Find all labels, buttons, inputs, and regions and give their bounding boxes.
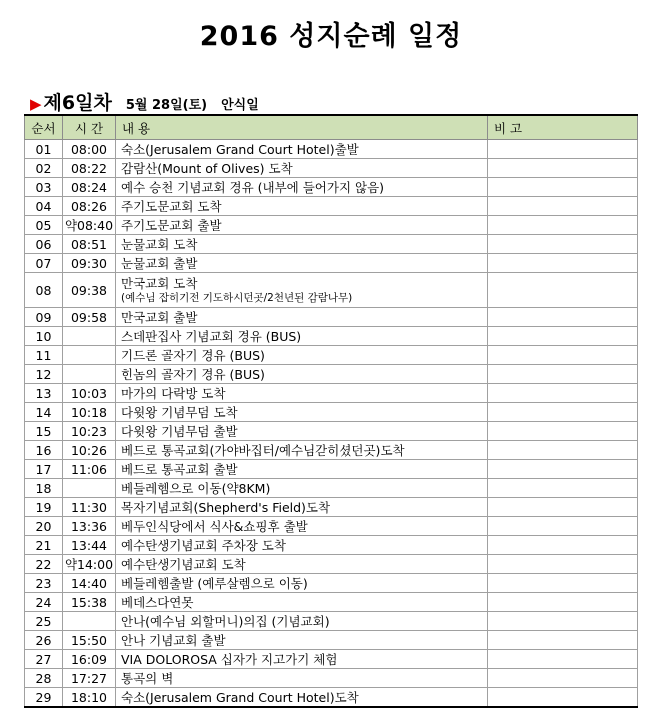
row-note	[488, 159, 638, 178]
row-order: 01	[25, 140, 63, 159]
table-row	[25, 159, 638, 178]
row-time: 09:58	[63, 308, 116, 327]
table-row	[25, 384, 638, 403]
row-content: 베데스다연못	[116, 593, 488, 612]
table-row	[25, 650, 638, 669]
row-content: 베두인식당에서 식사&쇼핑후 출발	[116, 517, 488, 536]
row-note	[488, 593, 638, 612]
page-title: 2016 성지순례 일정	[199, 21, 463, 52]
row-content: 안나(예수님 외할머니)의집 (기념교회)	[116, 612, 488, 631]
table-row	[25, 273, 638, 308]
row-content: 베드로 통곡교회 출발	[116, 460, 488, 479]
row-order: 21	[25, 536, 63, 555]
row-order: 23	[25, 574, 63, 593]
row-note	[488, 365, 638, 384]
row-note	[488, 441, 638, 460]
row-order: 04	[25, 197, 63, 216]
row-time: 09:38	[63, 273, 116, 308]
row-content: 예수 승천 기념교회 경유 (내부에 들어가지 않음)	[116, 178, 488, 197]
row-note	[488, 216, 638, 235]
row-time: 약08:40	[63, 216, 116, 235]
table-row	[25, 254, 638, 273]
row-time: 15:38	[63, 593, 116, 612]
row-content	[116, 273, 488, 308]
row-order: 03	[25, 178, 63, 197]
header-time: 시 간	[63, 115, 116, 140]
row-note	[488, 498, 638, 517]
row-time	[63, 365, 116, 384]
row-note	[488, 327, 638, 346]
row-time: 08:51	[63, 235, 116, 254]
table-row	[25, 555, 638, 574]
row-time: 15:50	[63, 631, 116, 650]
row-content: 다윗왕 기념무덤 출발	[116, 422, 488, 441]
row-time	[63, 327, 116, 346]
row-time: 17:27	[63, 669, 116, 688]
row-order: 28	[25, 669, 63, 688]
row-content: 베들레헴으로 이동(약8KM)	[116, 479, 488, 498]
row-time: 08:26	[63, 197, 116, 216]
row-note	[488, 235, 638, 254]
row-time: 08:22	[63, 159, 116, 178]
day-header	[30, 88, 259, 114]
row-time	[63, 479, 116, 498]
row-note	[488, 460, 638, 479]
row-content: 힌놈의 골자기 경유 (BUS)	[116, 365, 488, 384]
row-note	[488, 273, 638, 308]
row-content: 눈물교회 도착	[116, 235, 488, 254]
day-label: 제6일차	[43, 92, 112, 114]
row-note	[488, 631, 638, 650]
row-note	[488, 536, 638, 555]
table-row	[25, 612, 638, 631]
row-note	[488, 403, 638, 422]
row-time: 09:30	[63, 254, 116, 273]
row-order: 06	[25, 235, 63, 254]
row-content: 다윗왕 기념무덤 도착	[116, 403, 488, 422]
table-row	[25, 403, 638, 422]
row-content: 만국교회 출발	[116, 308, 488, 327]
row-content: 주기도문교회 출발	[116, 216, 488, 235]
row-time: 11:30	[63, 498, 116, 517]
row-time: 10:18	[63, 403, 116, 422]
row-note	[488, 422, 638, 441]
row-note	[488, 254, 638, 273]
row-order: 16	[25, 441, 63, 460]
row-order: 02	[25, 159, 63, 178]
row-order: 24	[25, 593, 63, 612]
row-time	[63, 612, 116, 631]
triangle-marker-icon: ▶	[30, 95, 42, 113]
table-row	[25, 517, 638, 536]
row-content: VIA DOLOROSA 십자가 지고가기 체험	[116, 650, 488, 669]
row-content-main: 만국교회 도착	[121, 275, 198, 291]
row-time: 약14:00	[63, 555, 116, 574]
row-content: 숙소(Jerusalem Grand Court Hotel)도착	[116, 688, 488, 708]
row-note	[488, 688, 638, 708]
row-content: 기드론 골자기 경유 (BUS)	[116, 346, 488, 365]
table-row	[25, 536, 638, 555]
row-note	[488, 197, 638, 216]
row-time	[63, 346, 116, 365]
header-note: 비 고	[488, 115, 638, 140]
row-content: 목자기념교회(Shepherd's Field)도착	[116, 498, 488, 517]
table-row	[25, 460, 638, 479]
row-time: 13:44	[63, 536, 116, 555]
row-order: 22	[25, 555, 63, 574]
row-time: 11:06	[63, 460, 116, 479]
row-order: 08	[25, 273, 63, 308]
row-order: 07	[25, 254, 63, 273]
row-time: 13:36	[63, 517, 116, 536]
row-order: 27	[25, 650, 63, 669]
row-order: 15	[25, 422, 63, 441]
row-order: 12	[25, 365, 63, 384]
row-order: 26	[25, 631, 63, 650]
row-order: 17	[25, 460, 63, 479]
row-order: 14	[25, 403, 63, 422]
row-order: 09	[25, 308, 63, 327]
row-content: 통곡의 벽	[116, 669, 488, 688]
row-note	[488, 479, 638, 498]
row-order: 18	[25, 479, 63, 498]
table-header-row	[25, 115, 638, 140]
row-order: 10	[25, 327, 63, 346]
row-note	[488, 384, 638, 403]
day-date: 5월 28일(토)	[125, 98, 208, 113]
table-row	[25, 197, 638, 216]
row-note	[488, 140, 638, 159]
row-order: 25	[25, 612, 63, 631]
row-note	[488, 612, 638, 631]
table-row	[25, 574, 638, 593]
table-row	[25, 498, 638, 517]
row-content: 스데판집사 기념교회 경유 (BUS)	[116, 327, 488, 346]
table-row	[25, 593, 638, 612]
row-note	[488, 308, 638, 327]
row-content: 숙소(Jerusalem Grand Court Hotel)출발	[116, 140, 488, 159]
row-order: 20	[25, 517, 63, 536]
row-time: 08:00	[63, 140, 116, 159]
row-content: 주기도문교회 도착	[116, 197, 488, 216]
row-content: 베들레헴출발 (예루살렘으로 이동)	[116, 574, 488, 593]
schedule-table	[24, 114, 638, 708]
row-time: 10:26	[63, 441, 116, 460]
table-row	[25, 479, 638, 498]
row-content: 예수탄생기념교회 주차장 도착	[116, 536, 488, 555]
row-time: 16:09	[63, 650, 116, 669]
row-order: 11	[25, 346, 63, 365]
row-note	[488, 669, 638, 688]
row-time: 14:40	[63, 574, 116, 593]
row-content: 안나 기념교회 출발	[116, 631, 488, 650]
row-order: 29	[25, 688, 63, 708]
row-order: 05	[25, 216, 63, 235]
row-note	[488, 517, 638, 536]
table-row	[25, 422, 638, 441]
day-name: 안식일	[221, 98, 259, 113]
row-note	[488, 178, 638, 197]
table-row	[25, 365, 638, 384]
table-row	[25, 346, 638, 365]
table-row	[25, 235, 638, 254]
header-order: 순서	[25, 115, 63, 140]
row-order: 13	[25, 384, 63, 403]
header-content: 내 용	[116, 115, 488, 140]
row-order: 19	[25, 498, 63, 517]
row-content: 베드로 통곡교회(가야바집터/예수님갇히셨던곳)도착	[116, 441, 488, 460]
row-time: 10:03	[63, 384, 116, 403]
row-content-sub: (예수님 잡히기전 기도하시던곳/2천년된 감람나무)	[121, 291, 353, 304]
table-row	[25, 441, 638, 460]
table-row	[25, 216, 638, 235]
table-row	[25, 688, 638, 708]
row-time: 18:10	[63, 688, 116, 708]
row-content: 감람산(Mount of Olives) 도착	[116, 159, 488, 178]
row-note	[488, 650, 638, 669]
row-note	[488, 346, 638, 365]
row-time: 10:23	[63, 422, 116, 441]
table-row	[25, 631, 638, 650]
table-row	[25, 669, 638, 688]
row-content: 예수탄생기념교회 도착	[116, 555, 488, 574]
table-row	[25, 178, 638, 197]
row-content: 눈물교회 출발	[116, 254, 488, 273]
table-row	[25, 140, 638, 159]
row-note	[488, 574, 638, 593]
row-note	[488, 555, 638, 574]
table-row	[25, 308, 638, 327]
row-content: 마가의 다락방 도착	[116, 384, 488, 403]
row-time: 08:24	[63, 178, 116, 197]
table-row	[25, 327, 638, 346]
